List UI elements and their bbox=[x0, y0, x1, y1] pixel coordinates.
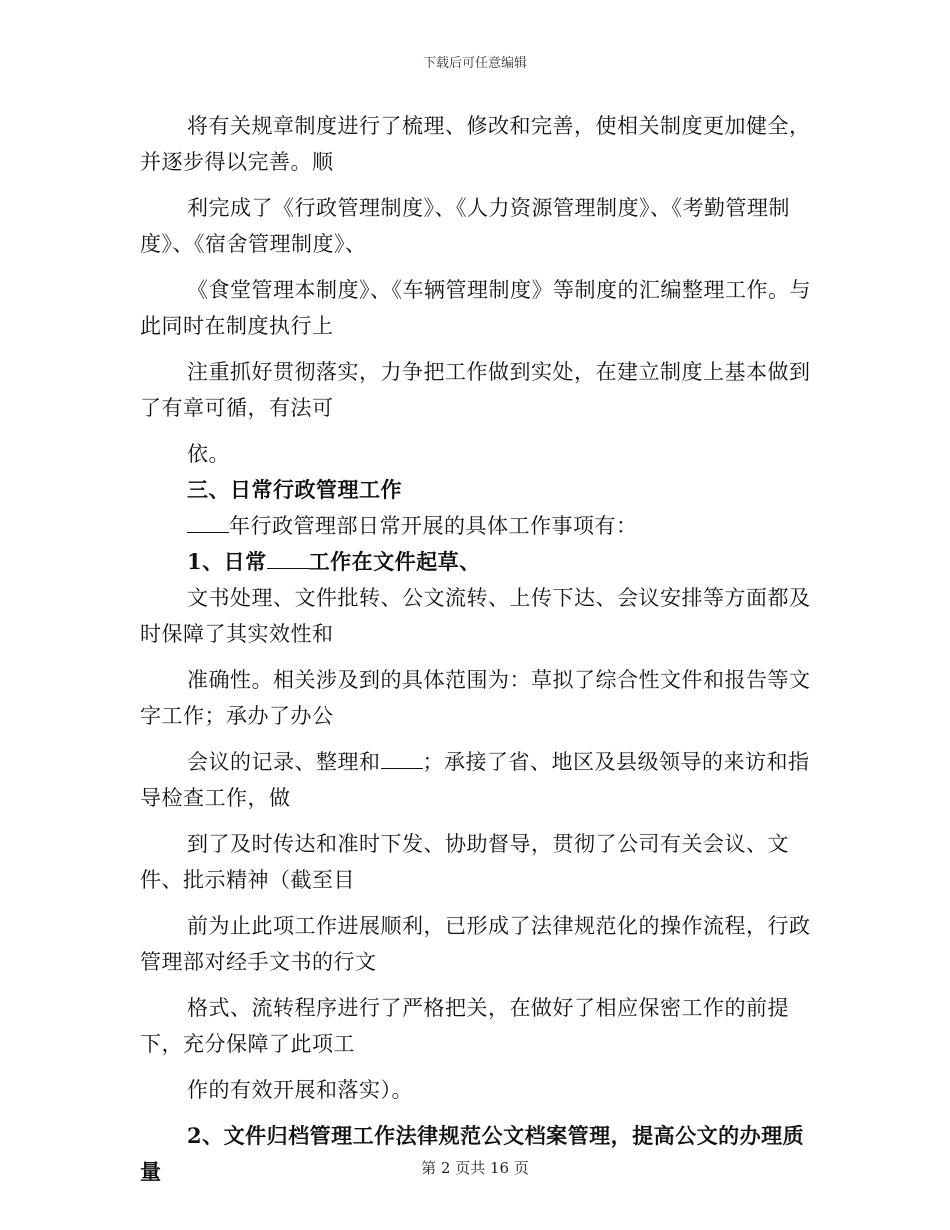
paragraph-text: 会议的记录、整理和 bbox=[187, 750, 381, 774]
paragraph-text: ；承接了省、地区及县级领导的来访和指导检查工作，做 bbox=[140, 750, 810, 810]
paragraph: 作的有效开展和落实）。 bbox=[187, 1078, 413, 1102]
blank-underline bbox=[267, 550, 309, 569]
subsection-heading bbox=[140, 544, 820, 580]
blank-underline bbox=[187, 514, 229, 533]
paragraph: 准确性。相关涉及到的具体范围为：草拟了综合性文件和报告等文字工作；承办了办公 bbox=[140, 668, 811, 728]
paragraph-text: 年行政管理部日常开展的具体工作事项有： bbox=[229, 514, 638, 538]
paragraph: 文书处理、文件批转、公文流转、上传下达、会议安排等方面都及时保障了其实效性和 bbox=[140, 586, 811, 646]
subsection-heading: 2、文件归档管理工作法律规范公文档案管理，提高公文的办理质量 bbox=[140, 1123, 805, 1184]
page-header: 下载后可任意编辑 bbox=[422, 56, 527, 71]
paragraph: 利完成了《行政管理制度》、《人力资源管理制度》、《考勤管理制度》、《宿舍管理制度》、 bbox=[140, 196, 790, 256]
heading-text: 1、日常 bbox=[187, 549, 267, 574]
paragraph: 注重抓好贯彻落实，力争把工作做到实处，在建立制度上基本做到了有章可循，有法可 bbox=[140, 360, 811, 420]
paragraph: 前为止此项工作进展顺利，已形成了法律规范化的操作流程，行政管理部对经手文书的行文 bbox=[140, 914, 811, 974]
paragraph bbox=[140, 744, 820, 816]
paragraph: 将有关规章制度进行了梳理、修改和完善，使相关制度更加健全，并逐步得以完善。顺 bbox=[140, 114, 811, 174]
document-body bbox=[140, 108, 820, 1190]
paragraph bbox=[140, 508, 820, 544]
paragraph: 到了及时传达和准时下发、协助督导，贯彻了公司有关会议、文件、批示精神（截至目 bbox=[140, 832, 789, 892]
paragraph: 《食堂管理本制度》、《车辆管理制度》等制度的汇编整理工作。与此同时在制度执行上 bbox=[140, 278, 811, 338]
paragraph: 格式、流转程序进行了严格把关，在做好了相应保密工作的前提下，充分保障了此项工 bbox=[140, 996, 789, 1056]
section-heading: 三、日常行政管理工作 bbox=[187, 477, 402, 502]
blank-underline bbox=[381, 750, 423, 769]
heading-text: 工作在文件起草、 bbox=[308, 549, 481, 574]
paragraph: 依。 bbox=[187, 442, 230, 466]
page-footer: 第 2 页共 16 页 bbox=[421, 1159, 529, 1177]
